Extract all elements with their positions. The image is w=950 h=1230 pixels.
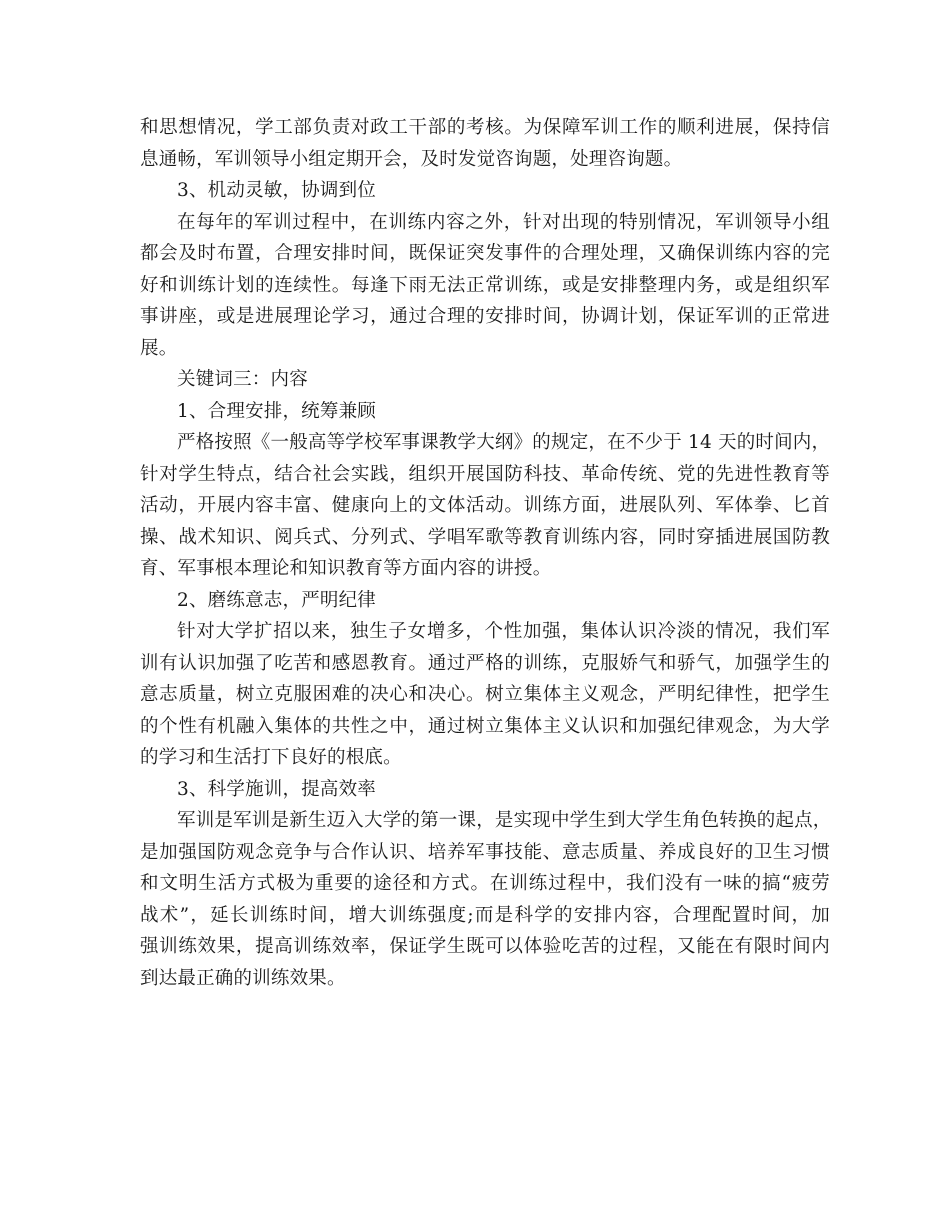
text-line: 活动，开展内容丰富、健康向上的文体活动。训练方面，进展队列、军体拳、匕首 (140, 495, 830, 516)
paragraph (140, 616, 830, 774)
heading-line: 关键词三：内容 (177, 369, 308, 390)
heading-line: 3、机动灵敏，协调到位 (177, 180, 376, 201)
text-line: 到达最正确的训练效果。 (140, 967, 346, 989)
text-line: 在每年的军训过程中，在训练内容之外，针对出现的特别情况，军训领导小组 (177, 211, 830, 233)
text-line: 战术”，延长训练时间，增大训练强度;而是科学的安排内容，合理配置时间，加 (140, 904, 830, 926)
heading-line: 3、科学施训，提高效率 (177, 778, 376, 800)
text-line: 操、战术知识、阅兵式、分列式、学唱军歌等教育训练内容，同时穿插进展国防教 (140, 526, 830, 548)
text-line: 好和训练计划的连续性。每逢下雨无法正常训练，或是安排整理内务，或是组织军 (140, 274, 830, 296)
text-line: 是加强国防观念竞争与合作认识、培养军事技能、意志质量、养成良好的卫生习惯 (140, 841, 830, 863)
text-line: 训有认识加强了吃苦和感恩教育。通过严格的训练，克服娇气和骄气，加强学生的 (140, 652, 830, 674)
section-heading (140, 396, 830, 428)
heading-line: 2、磨练意志，严明纪律 (177, 589, 376, 611)
text-line: 和思想情况，学工部负责对政工干部的考核。为保障军训工作的顺利进展，保持信 (140, 117, 830, 138)
text-line: 事讲座，或是进展理论学习，通过合理的安排时间，协调计划，保证军训的正常进 (140, 306, 830, 327)
text-line: 的学习和生活打下良好的根底。 (140, 747, 402, 768)
text-line: 针对学生特点，结合社会实践，组织开展国防科技、革命传统、党的先进性教育等 (140, 463, 830, 485)
paragraph (140, 805, 830, 994)
text-line: 针对大学扩招以来，独生子女增多，个性加强，集体认识冷淡的情况，我们军 (177, 621, 830, 642)
text-line: 展。 (140, 337, 178, 359)
text-line: 严格按照《一般高等学校军事课教学大纲》的规定，在不少于 14 天的时间内， (177, 432, 831, 453)
section-heading (140, 364, 830, 396)
text-line: 和文明生活方式极为重要的途径和方式。在训练过程中，我们没有一味的搞“疲劳 (140, 873, 830, 894)
text-line: 军训是军训是新生迈入大学的第一课，是实现中学生到大学生角色转换的起点， (177, 810, 832, 831)
paragraph (140, 427, 830, 585)
text-line: 强训练效果，提高训练效率，保证学生既可以体验吃苦的过程，又能在有限时间内 (140, 936, 830, 957)
section-heading (140, 585, 830, 617)
document-page (140, 112, 830, 994)
text-line: 息通畅，军训领导小组定期开会，及时发觉咨询题，处理咨询题。 (140, 148, 683, 170)
text-line: 意志质量，树立克服困难的决心和决心。树立集体主义观念，严明纪律性，把学生 (140, 684, 830, 705)
section-heading (140, 175, 830, 207)
paragraph (140, 112, 830, 175)
text-line: 都会及时布置，合理安排时间，既保证突发事件的合理处理，又确保训练内容的完 (140, 243, 830, 264)
text-line: 的个性有机融入集体的共性之中，通过树立集体主义认识和加强纪律观念，为大学 (140, 715, 830, 737)
text-line: 育、军事根本理论和知识教育等方面内容的讲授。 (140, 558, 552, 579)
paragraph (140, 207, 830, 365)
heading-line: 1、合理安排，统筹兼顾 (177, 400, 376, 422)
section-heading (140, 774, 830, 806)
